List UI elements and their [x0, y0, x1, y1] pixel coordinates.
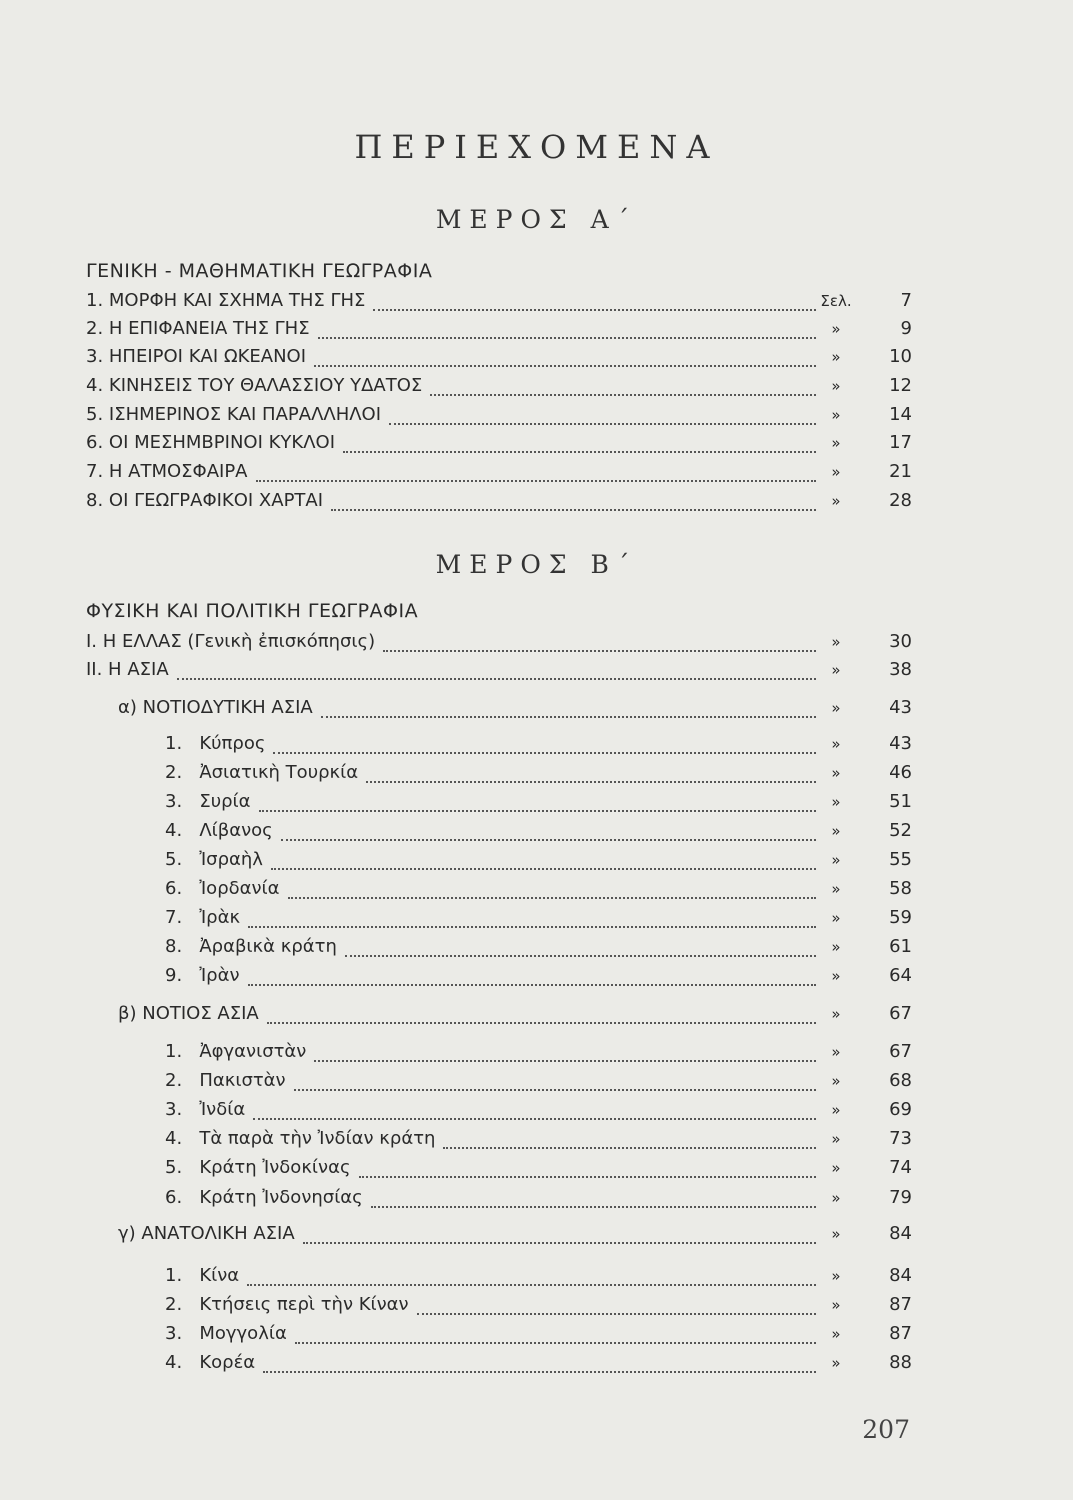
- toc-entry-page: 17: [889, 432, 912, 453]
- toc-entry: [0, 1294, 1073, 1320]
- toc-entry-page: 46: [889, 762, 912, 783]
- dot-leader: [271, 849, 816, 870]
- toc-entry: [0, 404, 1073, 430]
- dot-leader: [318, 318, 816, 339]
- toc-entry-page: 28: [889, 490, 912, 511]
- dot-leader: [295, 1323, 816, 1344]
- toc-entry-page-marker: »: [831, 661, 841, 679]
- toc-entry: [0, 432, 1073, 458]
- toc-entry-page: 12: [889, 375, 912, 396]
- toc-entry: [0, 461, 1073, 487]
- toc-entry-label: 6. Ἰορδανία: [165, 878, 280, 899]
- toc-entry-page-marker: »: [831, 909, 841, 927]
- toc-entry-label: β) ΝΟΤΙΟΣ ΑΣΙΑ: [118, 1003, 259, 1024]
- toc-entry-page-marker: »: [831, 764, 841, 782]
- toc-entry-page: 69: [889, 1099, 912, 1120]
- toc-entry: [0, 1128, 1073, 1154]
- toc-entry-label: 5. Ἰσραὴλ: [165, 849, 263, 870]
- dot-leader: [314, 346, 816, 367]
- toc-entry: [0, 1157, 1073, 1183]
- dot-leader: [417, 1294, 816, 1315]
- dot-leader: [343, 432, 816, 453]
- toc-entry-page-marker: »: [831, 1043, 841, 1061]
- toc-entry: [0, 1352, 1073, 1378]
- dot-leader: [331, 490, 816, 511]
- dot-leader: [177, 659, 816, 680]
- toc-entry-page-marker: »: [831, 1267, 841, 1285]
- toc-entry: [0, 936, 1073, 962]
- toc-entry: [0, 820, 1073, 846]
- toc-entry: [0, 1041, 1073, 1067]
- toc-entry: [0, 849, 1073, 875]
- toc-entry: [0, 1070, 1073, 1096]
- toc-entry-page-marker: »: [831, 822, 841, 840]
- page-number: 207: [862, 1415, 910, 1444]
- toc-entry: [0, 907, 1073, 933]
- toc-entry: [0, 697, 1073, 723]
- toc-entry-page-marker: Σελ.: [820, 292, 852, 310]
- toc-entry-page-marker: »: [831, 434, 841, 452]
- toc-entry-label: ΙΙ. Η ΑΣΙΑ: [86, 659, 169, 680]
- toc-entry-page-marker: »: [831, 851, 841, 869]
- toc-entry: [0, 1099, 1073, 1125]
- toc-entry-label: 8. ΟΙ ΓΕΩΓΡΑΦΙΚΟΙ ΧΑΡΤΑΙ: [86, 490, 324, 511]
- dot-leader: [359, 1157, 816, 1178]
- toc-entry-page: 67: [889, 1041, 912, 1062]
- dot-leader: [267, 1003, 816, 1024]
- dot-leader: [389, 404, 816, 425]
- toc-entry-label: 1. Κύπρος: [165, 733, 266, 754]
- dot-leader: [373, 290, 816, 311]
- toc-entry-label: 3. Ἰνδία: [165, 1099, 246, 1120]
- toc-entry-label: 4. Κορέα: [165, 1352, 256, 1373]
- toc-entry: [0, 965, 1073, 991]
- toc-entry-page-marker: »: [831, 377, 841, 395]
- part-b-section-title: ΦΥΣΙΚΗ ΚΑΙ ΠΟΛΙΤΙΚΗ ΓΕΩΓΡΑΦΙΑ: [86, 600, 419, 622]
- toc-entry-label: 5. ΙΣΗΜΕΡΙΝΟΣ ΚΑΙ ΠΑΡΑΛΛΗΛΟΙ: [86, 404, 382, 425]
- toc-entry-page-marker: »: [831, 1101, 841, 1119]
- toc-entry-page-marker: »: [831, 967, 841, 985]
- toc-entry-page-marker: »: [831, 1159, 841, 1177]
- toc-entry: [0, 791, 1073, 817]
- toc-entry-page: 59: [889, 907, 912, 928]
- toc-entry: [0, 1187, 1073, 1213]
- toc-entry-page: 38: [889, 659, 912, 680]
- toc-entry-page-marker: »: [831, 1005, 841, 1023]
- toc-entry-page-marker: »: [831, 463, 841, 481]
- toc-entry-label: 7. Ἰρὰκ: [165, 907, 241, 928]
- toc-entry: [0, 762, 1073, 788]
- toc-entry: [0, 346, 1073, 372]
- toc-entry-page-marker: »: [831, 938, 841, 956]
- toc-entry-page-marker: »: [831, 1325, 841, 1343]
- toc-entry-label: 1. Ἀφγανιστὰν: [165, 1041, 307, 1062]
- toc-entry: [0, 1265, 1073, 1291]
- toc-entry-page-marker: »: [831, 1130, 841, 1148]
- toc-entry-page-marker: »: [831, 880, 841, 898]
- dot-leader: [321, 697, 816, 718]
- page-title: ΠΕΡΙΕΧΟΜΕΝΑ: [354, 128, 719, 166]
- toc-entry-page-marker: »: [831, 1296, 841, 1314]
- dot-leader: [294, 1070, 816, 1091]
- part-a-heading: ΜΕΡΟΣ Α΄: [435, 205, 638, 234]
- dot-leader: [259, 791, 816, 812]
- toc-entry-page-marker: »: [831, 492, 841, 510]
- toc-entry-label: 7. Η ΑΤΜΟΣΦΑΙΡΑ: [86, 461, 248, 482]
- dot-leader: [383, 631, 816, 652]
- toc-entry-label: α) ΝΟΤΙΟΔΥΤΙΚΗ ΑΣΙΑ: [118, 697, 313, 718]
- toc-entry-page: 73: [889, 1128, 912, 1149]
- toc-entry-page-marker: »: [831, 699, 841, 717]
- toc-entry-page: 87: [889, 1323, 912, 1344]
- toc-entry-page-marker: »: [831, 633, 841, 651]
- toc-entry-page: 9: [900, 318, 912, 339]
- toc-entry-page-marker: »: [831, 735, 841, 753]
- toc-entry-label: 1. Κίνα: [165, 1265, 240, 1286]
- toc-entry-page: 10: [889, 346, 912, 367]
- toc-entry-page-marker: »: [831, 1072, 841, 1090]
- part-b-heading: ΜΕΡΟΣ Β΄: [435, 550, 638, 579]
- toc-entry-label: 9. Ἰρὰν: [165, 965, 240, 986]
- toc-entry-label: 6. ΟΙ ΜΕΣΗΜΒΡΙΝΟΙ ΚΥΚΛΟΙ: [86, 432, 336, 453]
- toc-entry-label: 4. Λίβανος: [165, 820, 273, 841]
- toc-entry-page: 68: [889, 1070, 912, 1091]
- toc-entry: [0, 1223, 1073, 1249]
- dot-leader: [248, 965, 816, 986]
- toc-entry: [0, 375, 1073, 401]
- toc-entry: [0, 631, 1073, 657]
- toc-entry-label: 1. ΜΟΡΦΗ ΚΑΙ ΣΧΗΜΑ ΤΗΣ ΓΗΣ: [86, 290, 366, 311]
- toc-entry-label: γ) ΑΝΑΤΟΛΙΚΗ ΑΣΙΑ: [118, 1223, 295, 1244]
- part-a-section-title: ΓΕΝΙΚΗ - ΜΑΘΗΜΑΤΙΚΗ ΓΕΩΓΡΑΦΙΑ: [86, 260, 433, 282]
- toc-entry-page: 74: [889, 1157, 912, 1178]
- toc-entry: [0, 1323, 1073, 1349]
- toc-entry: [0, 290, 1073, 316]
- dot-leader: [273, 733, 816, 754]
- toc-entry: [0, 733, 1073, 759]
- toc-entry: [0, 318, 1073, 344]
- dot-leader: [314, 1041, 816, 1062]
- toc-entry-label: 3. ΗΠΕΙΡΟΙ ΚΑΙ ΩΚΕΑΝΟΙ: [86, 346, 307, 367]
- dot-leader: [281, 820, 816, 841]
- toc-entry-page: 61: [889, 936, 912, 957]
- toc-entry-page: 79: [889, 1187, 912, 1208]
- dot-leader: [288, 878, 816, 899]
- toc-entry-label: 4. ΚΙΝΗΣΕΙΣ ΤΟΥ ΘΑΛΑΣΣΙΟΥ ΥΔΑΤΟΣ: [86, 375, 423, 396]
- toc-entry-page-marker: »: [831, 1225, 841, 1243]
- toc-entry-label: Ι. Η ΕΛΛΑΣ (Γενικὴ ἐπισκόπησις): [86, 631, 376, 652]
- toc-entry-label: 2. Πακιστὰν: [165, 1070, 286, 1091]
- toc-entry-page-marker: »: [831, 406, 841, 424]
- toc-entry-page: 43: [889, 733, 912, 754]
- toc-entry-page: 55: [889, 849, 912, 870]
- dot-leader: [443, 1128, 816, 1149]
- toc-entry: [0, 1003, 1073, 1029]
- toc-entry: [0, 878, 1073, 904]
- toc-entry-page: 52: [889, 820, 912, 841]
- dot-leader: [253, 1099, 816, 1120]
- toc-entry-page-marker: »: [831, 1189, 841, 1207]
- toc-entry-label: 6. Κράτη Ἰνδονησίας: [165, 1187, 363, 1208]
- toc-entry-label: 8. Ἀραβικὰ κράτη: [165, 936, 337, 957]
- dot-leader: [263, 1352, 816, 1373]
- toc-entry-label: 3. Συρία: [165, 791, 251, 812]
- dot-leader: [371, 1187, 816, 1208]
- toc-entry-page: 67: [889, 1003, 912, 1024]
- dot-leader: [366, 762, 816, 783]
- toc-entry: [0, 490, 1073, 516]
- toc-entry-page: 14: [889, 404, 912, 425]
- dot-leader: [303, 1223, 816, 1244]
- dot-leader: [256, 461, 816, 482]
- toc-entry-label: 4. Τὰ παρὰ τὴν Ἰνδίαν κράτη: [165, 1128, 436, 1149]
- toc-entry: [0, 659, 1073, 685]
- toc-entry-label: 2. Η ΕΠΙΦΑΝΕΙΑ ΤΗΣ ΓΗΣ: [86, 318, 310, 339]
- toc-entry-page: 51: [889, 791, 912, 812]
- toc-entry-label: 3. Μογγολία: [165, 1323, 287, 1344]
- toc-entry-page-marker: »: [831, 348, 841, 366]
- toc-entry-label: 2. Ἀσιατικὴ Τουρκία: [165, 762, 359, 783]
- toc-entry-page: 21: [889, 461, 912, 482]
- dot-leader: [248, 907, 816, 928]
- toc-entry-page-marker: »: [831, 1354, 841, 1372]
- toc-entry-page: 87: [889, 1294, 912, 1315]
- toc-entry-label: 2. Κτήσεις περὶ τὴν Κίναν: [165, 1294, 409, 1315]
- toc-entry-page: 30: [889, 631, 912, 652]
- toc-entry-page: 43: [889, 697, 912, 718]
- toc-entry-page: 58: [889, 878, 912, 899]
- dot-leader: [430, 375, 816, 396]
- toc-entry-page: 64: [889, 965, 912, 986]
- dot-leader: [247, 1265, 816, 1286]
- toc-entry-page-marker: »: [831, 320, 841, 338]
- dot-leader: [345, 936, 816, 957]
- toc-entry-page: 7: [900, 290, 912, 311]
- toc-entry-label: 5. Κράτη Ἰνδοκίνας: [165, 1157, 351, 1178]
- toc-entry-page: 84: [889, 1223, 912, 1244]
- toc-entry-page: 88: [889, 1352, 912, 1373]
- toc-entry-page: 84: [889, 1265, 912, 1286]
- toc-entry-page-marker: »: [831, 793, 841, 811]
